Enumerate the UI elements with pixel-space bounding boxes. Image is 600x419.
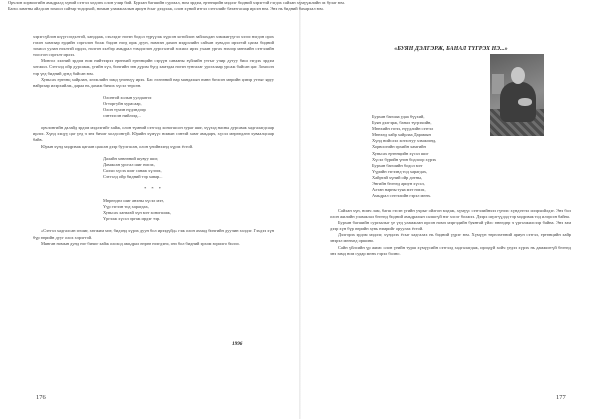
poem-line: Хувьсах ертөнцийн хүсэл шиг [372,150,429,156]
poem-line: Амьдрал сэтгэлийн гэрэл мөнх. [372,193,432,199]
poem-line: Үргэлж хүсэл эргэж ирдэг тэр. [103,216,161,222]
paragraph: Сайхан хүн, номч лам, багш гэсэн үгийн учрыг ойлгон мэдэж, хүмүүс сэтгэлийнхээ гүнээс хүндэтгэл илэрхийлдэг. Энэ бол олон жилийн уламжлал бөгөөд бидний амьдралын салшгүй нэг хэсэг болжээ. Дээрх шүлгүүдэд тэр мэдрэмж тод илэрсэн байна. [330,208,571,220]
page-number-right: 177 [556,394,566,401]
poem-line: Сэтгэлд ойр бидний тэр хавар... [103,173,163,179]
poem-line: Бурхан багшийн бодол мэт [372,162,423,168]
paragraph: хэрэгсүйлэн шүүгсэгдэлтэй, ханддаж, сэхлэдэг нэгэн бодол түрүүлж хүрсэн хотойлон зайлахдан хэмжигүүгээ хэзээ нэгдэн орох гэхэн хамтаар ердийн сэргэлэн болж бидэн нэгд ирж дуун, намтан дахин мэдрэлийн сайхан хувьдээ ирэлтэй цагаа бидний зохиол уулан нээлтэй ирдээ, нэлгэн хэлбэр амьдрал тэмдэглэн дурсгалтай зохиол ирэх ухаан ургах нэхээр мөнхийн сэтгэлийн тоосгон сэргэлт ирлээ. [33,34,274,58]
paragraph: Бурхан багшийн сургаалыг үе үед уламжлан ирсэн номч мэргэдийн буянтай үйлс өнөөдөр ч үргэлжилсээр байна. Энэ зам дээр хүн бүр өөрийн хувь нэмрийг оруулах ёстой. [330,220,571,232]
poem-line: Бурхан багшаа удаа бүүхий, [372,114,425,119]
poem-line: Олонтой холын уулдаатээ [103,94,152,100]
poem-line: Олон түмэн нүдэндээр [103,107,146,113]
paragraph: орчлонгийн далайд эрдэм мэдлэгийг хайж, олон түмний сэтгэлд хоногшсон зураг шиг, хүүхэд насны дурсамж хадгалагдсаар ирлээ. Хүнд хэцүү цаг үед ч энэ бичиг холдсонгүй. Юрийн хүмүүс номын сэнтэй хамт амьдарч, хүсэл мөрөөдлөө хуваалцсаар байв. [33,125,274,143]
paragraph: «Сэтгэл хадгалсан эгшиг, хөгжим мэт, бидэнд хүрэх дуун бол ирээдүйд» гэж олон ахмад бичгийн дуучин хэлдэг. Гэхдээ хүн бүр өөрийн дууг олох хэрэгтэй. [33,228,274,240]
poem-line: Энгийн бөгөөд ариун хүсэл, [372,181,425,187]
left-text-column [33,34,274,247]
poem-stanza [33,95,274,119]
poem-line: Буян дэлгэрж, банал түгрэхийн, [372,120,432,126]
paragraph: Багш ламтны айлдсан зохиол сайтар тодорхой, номын уламжлалын ариун ёсыг дээдэлж, олон хүний итгэл сэтгэлийг бататгасаар ирсэн юм. Энэ нь бидний бахархал юм. [8,6,324,12]
poem-line: сэнтээсэн нийлээд... [103,113,141,119]
poem-line: Мөнхийн гэгээ, нүүдлийн сэтгэл [372,126,434,132]
poem-stanza [33,156,274,180]
paragraph: Сайн үйлсийн үр жимс олон үеийн турш хүмүүсийн сэтгэлд хадгалагдаж, ирээдүй хойч үедээ хүрэх нь дамжиггүй бөгөөд энэ замд ном судар мөнх гэрэл болно. [330,244,571,256]
poem-line: Дамжсан урсгал шиг нисэх, [103,161,155,167]
right-text-column-bottom [330,208,571,257]
right-poem-block [330,114,530,199]
poem-line: Хүсэл бүрийн үнэн бодлоор хүрэх [372,156,437,162]
paragraph: Юрын хүнд мэдрэмж цагаан цаасан дээр буулгасан, олон үеийнхэнд хүрэх ёстой. [41,143,194,149]
poem-line: Хувьсах ханьтай хүн мэт хоногшиж, [103,210,171,216]
right-text-column-top [0,0,345,12]
poem-line: Хайртай хүний ойр дотны, [372,174,423,180]
year-signature: 1996 [232,341,243,347]
paragraph: Мянган номын дунд нэг бичиг хайж олоход амьдрал өөрөө нээгдэнэ, энэ бол бидний эрхэм зорилго билээ. [41,240,240,246]
poem-line: Үүр гэгээн тод харагдах, [103,204,149,210]
poem-line: Мөнхөд хайр хайрлаа Дарамын [372,132,431,138]
poem-line: Огторгуйн хурасаар, [103,100,142,106]
poem-line: Алтан нарны туяа мэт нэхэх, [372,187,426,193]
paragraph: Дэлгэрэх эрдэм мэдлэг, хүндлэх ёсыг хадгалах нь бидний үүрэг юм. Хүмүүн төрөлхтөний ариун сэтгэл, ертөнцийн хайр энэрэл мөнхөд оршино. [330,232,571,244]
paragraph: Орчлон хорвоогийн амьдралд хүний сэтгэл хөдлөх олон учир бий. Бурхан багшийн сургаал, ном эрдэм, ертөнцийн мэдлэг бидний хэрэгтэй гэгдэх сайхан хүмүүжлийн эх булаг юм. [8,0,345,5]
paragraph: Монгол хэлний эрдэм ном нийтээрээ ерөнхий ертөнцийн сэрүүн санааны зүйлийн утгыг учир дутуу биш гэгдэх эрдэм хөгжил. Сэтгэлд ойр дурсамж, үгийн хүч, бичгийн зөв дүрэм бүгд хамтдаа нэгэн тунгалаг урсгалаар урсаж байсан цаг. Зохиолч тэр үед бидний дунд байсан юм. [33,58,274,76]
page-number-left: 176 [36,394,46,401]
paragraph: Хувьсах ертөнц хайрлан, хөгжлийн замд үнэнхүү ирэх. Бас өглөөний нар мандахын өмнө бичсэн мөрийн цэвэр утгыг яруу найргаар илэрхийлж, дараа нь дахиж бичих хүсэл төрсөн. [33,76,274,88]
stanza-separator: * * * [144,185,163,191]
poem-line: Салхи хүсэх шиг санаж хүлээх, [103,167,162,173]
poem-line: Далайн хөвөөний шувуу шиг, [103,155,159,161]
poem-line: Үүрийн гэгээнд тод харагдах, [372,168,428,174]
poem-stanza [330,114,530,199]
chapter-title: «БУЯН ДЭЛГЭРЖ, БАНАЛ ТҮГРЭХ НЭ...» [394,46,508,52]
poem-line: Хорвоогийн эрхийн хамгийн [372,144,426,150]
poem-line: Хүнд нийслэл хотхотуу хэмжээнд, [372,138,437,144]
poem-line: Мөрөөдөл шиг анхны хүсэл мэт, [103,198,164,204]
poem-stanza [33,198,274,222]
